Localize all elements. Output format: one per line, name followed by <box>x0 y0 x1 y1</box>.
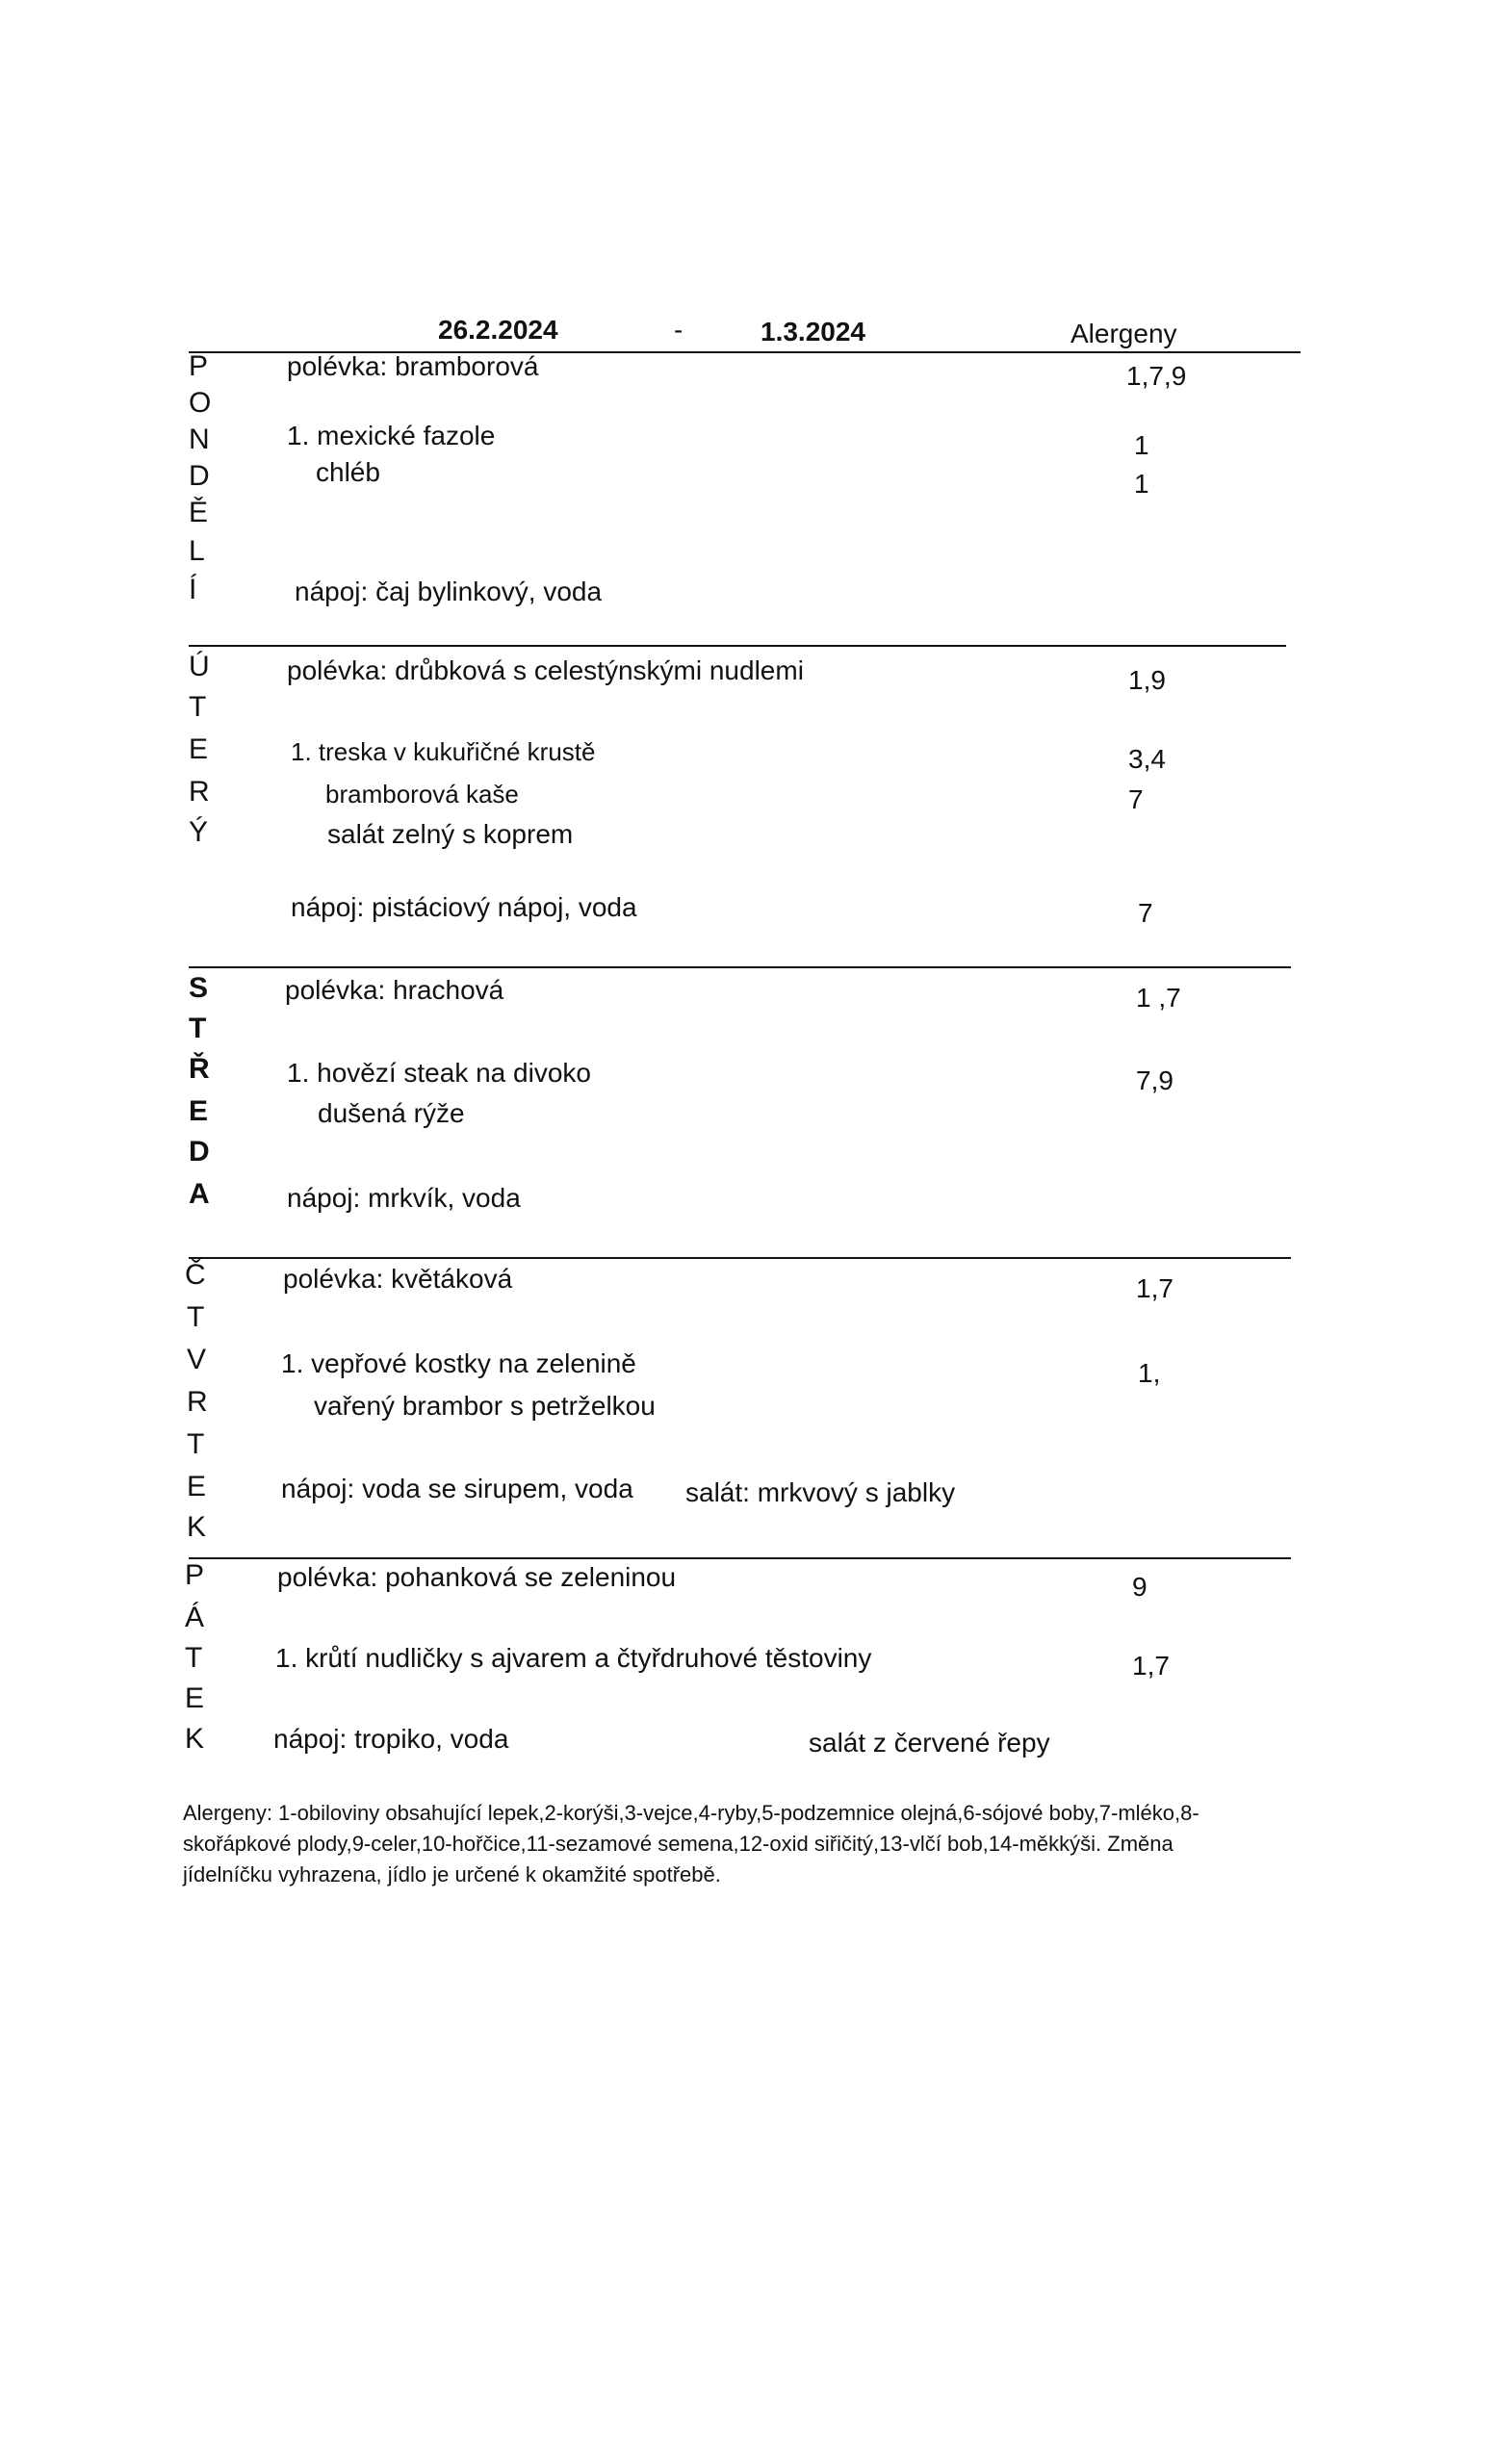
day-divider <box>189 1257 1291 1259</box>
main-allergens: 1 <box>1134 430 1149 460</box>
drink-allergens: 7 <box>1138 898 1153 928</box>
day-letter: D <box>189 460 210 492</box>
day-letter: S <box>189 972 209 1004</box>
day-letter: T <box>187 1301 205 1333</box>
day-letter: A <box>189 1178 210 1210</box>
day-letter: K <box>187 1511 207 1543</box>
salad-item: salát: mrkvový s jablky <box>685 1477 956 1507</box>
side-dish: salát zelný s koprem <box>327 819 574 849</box>
day-letter: Á <box>185 1602 205 1633</box>
main-dish: 1. mexické fazole <box>287 421 496 450</box>
day-letter: T <box>187 1428 205 1460</box>
soup-allergens: 1,7 <box>1136 1273 1174 1303</box>
day-letter: D <box>189 1136 210 1168</box>
main-allergens: 3,4 <box>1128 744 1166 774</box>
drink-item: nápoj: tropiko, voda <box>273 1724 509 1754</box>
day-letter: Č <box>185 1259 206 1291</box>
day-letter: T <box>185 1642 203 1674</box>
day-letter: R <box>187 1386 208 1418</box>
main-dish: 1. vepřové kostky na zelenině <box>281 1348 636 1378</box>
soup-allergens: 1 ,7 <box>1136 983 1181 1013</box>
day-letter: O <box>189 387 212 419</box>
day-letter: R <box>189 776 210 808</box>
drink-item: nápoj: pistáciový nápoj, voda <box>291 892 637 922</box>
allergens-header: Alergeny <box>1070 319 1177 348</box>
day-letter: Í <box>189 574 197 605</box>
day-letter: E <box>189 733 209 765</box>
day-letter: E <box>185 1682 205 1714</box>
day-letter: Ř <box>189 1053 210 1085</box>
day-letter: V <box>187 1344 207 1375</box>
side-dish: bramborová kaše <box>325 780 519 808</box>
side-dish: dušená rýže <box>318 1098 465 1128</box>
date-dash: - <box>674 315 684 345</box>
main-allergens: 1, <box>1138 1358 1161 1388</box>
drink-item: nápoj: voda se sirupem, voda <box>281 1474 633 1503</box>
soup-allergens: 1,7,9 <box>1126 361 1187 391</box>
date-to: 1.3.2024 <box>761 317 865 346</box>
side-dish: chléb <box>316 457 380 487</box>
side-allergens: 7 <box>1128 784 1144 814</box>
soup-item: polévka: bramborová <box>287 351 539 381</box>
day-letter: T <box>189 691 207 723</box>
legend-line: skořápkové plody,9-celer,10-hořčice,11-sezamové semena,12-oxid siřičitý,13-vlčí bob,14-měkkýši. Změna <box>183 1832 1174 1856</box>
date-from: 26.2.2024 <box>438 315 558 345</box>
day-divider <box>189 966 1291 968</box>
day-letter: P <box>185 1559 205 1591</box>
main-dish: 1. hovězí steak na divoko <box>287 1058 591 1088</box>
day-divider <box>189 645 1286 647</box>
salad-item: salát z červené řepy <box>809 1728 1050 1758</box>
day-letter: Ě <box>189 497 209 528</box>
main-allergens: 1,7 <box>1132 1651 1170 1681</box>
day-letter: T <box>189 1013 207 1044</box>
soup-item: polévka: hrachová <box>285 975 504 1005</box>
day-letter: Ú <box>189 651 210 682</box>
day-letter: L <box>189 535 205 567</box>
allergen-legend <box>183 1798 1309 1890</box>
day-letter: K <box>185 1723 205 1755</box>
soup-item: polévka: pohanková se zeleninou <box>277 1562 677 1592</box>
legend-line: Alergeny: 1-obiloviny obsahující lepek,2-korýši,3-vejce,4-ryby,5-podzemnice olejná,6-sójové boby,7-mléko,8- <box>183 1801 1199 1825</box>
main-dish: 1. krůtí nudličky s ajvarem a čtyřdruhové těstoviny <box>275 1643 872 1673</box>
soup-allergens: 9 <box>1132 1572 1148 1602</box>
soup-allergens: 1,9 <box>1128 665 1166 695</box>
drink-item: nápoj: čaj bylinkový, voda <box>295 577 603 606</box>
side-allergens: 1 <box>1134 469 1149 499</box>
main-dish: 1. treska v kukuřičné krustě <box>291 737 596 766</box>
day-letter: E <box>187 1471 207 1502</box>
day-letter: N <box>189 424 210 455</box>
day-divider <box>189 1557 1291 1559</box>
day-letter: P <box>189 350 209 382</box>
drink-item: nápoj: mrkvík, voda <box>287 1183 521 1213</box>
side-dish: vařený brambor s petrželkou <box>314 1391 656 1421</box>
legend-line: jídelníčku vyhrazena, jídlo je určené k okamžité spotřebě. <box>183 1862 721 1886</box>
day-letter: E <box>189 1095 209 1127</box>
main-allergens: 7,9 <box>1136 1065 1174 1095</box>
soup-item: polévka: drůbková s celestýnskými nudlemi <box>287 655 804 685</box>
soup-item: polévka: květáková <box>283 1264 513 1294</box>
day-letter: Ý <box>189 816 209 848</box>
